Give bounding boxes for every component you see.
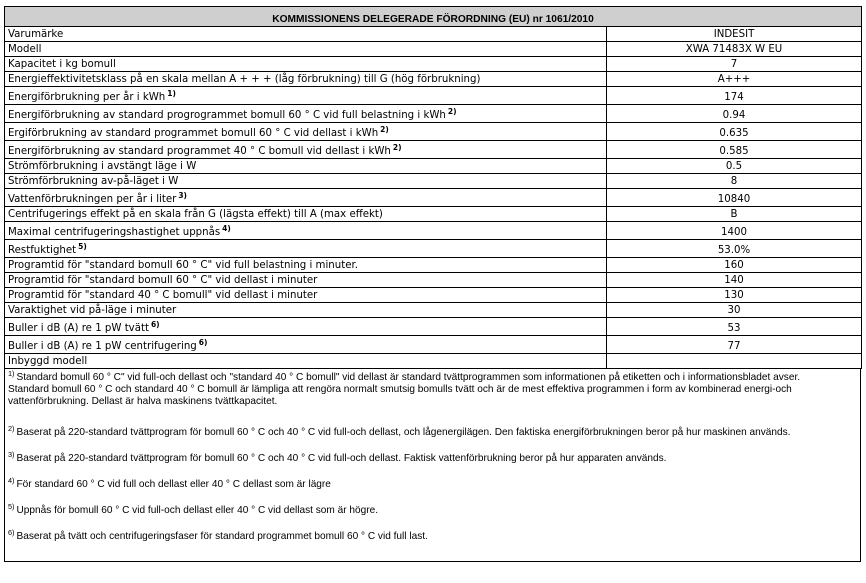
spec-label: Restfuktighet $^{5)}$ xyxy=(5,240,607,258)
spec-label: Modell xyxy=(5,42,607,57)
regulation-title: KOMMISSIONENS DELEGERADE FÖRORDNING (EU) nr 1061/2010 xyxy=(5,7,862,27)
spec-row xyxy=(5,105,862,123)
footnote-text: Standard bomull 60 ° C" vid full-och dellast och "standard 40 ° C bomull" vid dellast är standard tvättprogrammen som informationen på etiketten och i informationsbladet avser. xyxy=(16,372,801,383)
spec-label: Programtid för "standard 40 ° C bomull" vid dellast i minuter xyxy=(5,288,607,303)
footnote-ref: 2) xyxy=(380,125,389,134)
regulation-sheet xyxy=(4,6,861,562)
spec-label: Inbyggd modell xyxy=(5,354,607,369)
spec-table xyxy=(4,6,862,369)
spec-row xyxy=(5,240,862,258)
spec-label: Energiförbrukning av standard programmet 40 ° C bomull vid dellast i kWh $^{2)}$ xyxy=(5,141,607,159)
spec-row xyxy=(5,318,862,336)
spec-row xyxy=(5,288,862,303)
footnote-text: Baserat på 220-standard tvättprogram för bomull 60 ° C och 40 ° C vid full-och dellast. Faktisk vattenförbrukning beror på hur apparaten används. xyxy=(16,453,667,464)
spec-row xyxy=(5,72,862,87)
spec-value xyxy=(607,354,862,369)
spec-label: Kapacitet i kg bomull xyxy=(5,57,607,72)
footnote-text: Baserat på 220-standard tvättprogram för bomull 60 ° C och 40 ° C vid full-och dellast, och lågenergilägen. Den faktiska energiförbrukningen beror på hur maskinen används. xyxy=(16,427,791,438)
footnote-text: För standard 60 ° C vid full och dellast eller 40 ° C dellast som är lägre xyxy=(16,479,331,490)
spec-value: 160 xyxy=(607,258,862,273)
spec-row xyxy=(5,123,862,141)
spec-value: 0.585 xyxy=(607,141,862,159)
spec-value: 53.0% xyxy=(607,240,862,258)
spec-value: 140 xyxy=(607,273,862,288)
footnote-ref: 2) xyxy=(447,107,457,116)
spec-label: Strömförbrukning av-på-läget i W xyxy=(5,174,607,189)
spec-row xyxy=(5,354,862,369)
spec-label: Centrifugerings effekt på en skala från G (lägsta effekt) till A (max effekt) xyxy=(5,207,607,222)
spec-row xyxy=(5,258,862,273)
footnote-ref: 1) xyxy=(167,89,176,98)
spec-label: Strömförbrukning i avstängt läge i W xyxy=(5,159,607,174)
spec-value: 1400 xyxy=(607,222,862,240)
footnote-marker: 3) xyxy=(8,450,15,459)
footnotes-box xyxy=(4,369,861,562)
spec-label: Maximal centrifugeringshastighet uppnås $^{4)}$ xyxy=(5,222,607,240)
spec-row xyxy=(5,207,862,222)
spec-row xyxy=(5,42,862,57)
spec-label: Varumärke xyxy=(5,27,607,42)
spec-label: Energieffektivitetsklass på en skala mellan A + + + (låg förbrukning) till G (hög förbrukning) xyxy=(5,72,607,87)
spec-row xyxy=(5,222,862,240)
spec-value: 30 xyxy=(607,303,862,318)
spec-row xyxy=(5,159,862,174)
spec-row xyxy=(5,336,862,354)
spec-label: Ergiförbrukning av standard programmet bomull 60 ° C vid dellast i kWh $^{2)}$ xyxy=(5,123,607,141)
title-row xyxy=(5,7,862,27)
spec-value: B xyxy=(607,207,862,222)
spec-label: Vattenförbrukningen per år i liter $^{3)}$ xyxy=(5,189,607,207)
footnote-ref: 2) xyxy=(392,143,402,152)
spec-value: INDESIT xyxy=(607,27,862,42)
spec-label: Buller i dB (A) re 1 pW centrifugering $^{6)}$ xyxy=(5,336,607,354)
spec-label: Programtid för "standard bomull 60 ° C" vid dellast i minuter xyxy=(5,273,607,288)
spec-label: Buller i dB (A) re 1 pW tvätt $^{6)}$ xyxy=(5,318,607,336)
spec-row xyxy=(5,141,862,159)
footnote-marker: 6) xyxy=(8,528,15,537)
spec-value: XWA 71483X W EU xyxy=(607,42,862,57)
spec-row xyxy=(5,303,862,318)
footnote-ref: 5) xyxy=(78,242,87,251)
spec-value: 0.5 xyxy=(607,159,862,174)
footnote-ref: 6) xyxy=(150,320,160,329)
footnote-ref: 3) xyxy=(178,191,187,200)
spec-label: Varaktighet vid på-läge i minuter xyxy=(5,303,607,318)
spec-row xyxy=(5,27,862,42)
footnote-marker: 4) xyxy=(8,476,15,485)
spec-label: Energiförbrukning av standard progrogrammet bomull 60 ° C vid full belastning i kWh $^{2)}$ xyxy=(5,105,607,123)
spec-value: 7 xyxy=(607,57,862,72)
footnote-text: Uppnås för bomull 60 ° C vid full-och dellast eller 40 ° C vid dellast som är högre. xyxy=(16,505,379,516)
footnote-text: Standard bomull 60 ° C och standard 40 ° C bomull är lämpliga att rengöra normalt smutsig bomulls tvätt och är de mest effektiva programmen i form av kombinerad energi-och xyxy=(8,384,792,395)
footnote-marker: 1) xyxy=(8,369,15,378)
footnote xyxy=(8,369,856,408)
footnote-text: Baserat på tvätt och centrifugeringsfaser för standard programmet bomull 60 ° C vid full last. xyxy=(16,531,428,542)
spec-value: 130 xyxy=(607,288,862,303)
spec-value: 0.94 xyxy=(607,105,862,123)
spec-value: 77 xyxy=(607,336,862,354)
footnote-marker: 2) xyxy=(8,424,15,433)
footnote-ref: 6) xyxy=(198,338,208,347)
footnote-ref: 4) xyxy=(222,224,231,233)
spec-row xyxy=(5,189,862,207)
spec-value: 0.635 xyxy=(607,123,862,141)
footnote xyxy=(8,450,856,465)
spec-value: 10840 xyxy=(607,189,862,207)
footnote xyxy=(8,502,856,517)
spec-row xyxy=(5,87,862,105)
spec-row xyxy=(5,174,862,189)
footnote xyxy=(8,424,856,439)
spec-row xyxy=(5,273,862,288)
spec-value: 8 xyxy=(607,174,862,189)
spec-value: 174 xyxy=(607,87,862,105)
spec-label: Energiförbrukning per år i kWh $^{1)}$ xyxy=(5,87,607,105)
footnote xyxy=(8,528,856,543)
footnote-marker: 5) xyxy=(8,502,15,511)
footnote-text: vattenförbrukning. Dellast är halva maskinens tvättkapacitet. xyxy=(8,396,278,407)
spec-value: A+++ xyxy=(607,72,862,87)
footnote xyxy=(8,476,856,491)
spec-row xyxy=(5,57,862,72)
spec-label: Programtid för "standard bomull 60 ° C" vid full belastning i minuter. xyxy=(5,258,607,273)
spec-value: 53 xyxy=(607,318,862,336)
